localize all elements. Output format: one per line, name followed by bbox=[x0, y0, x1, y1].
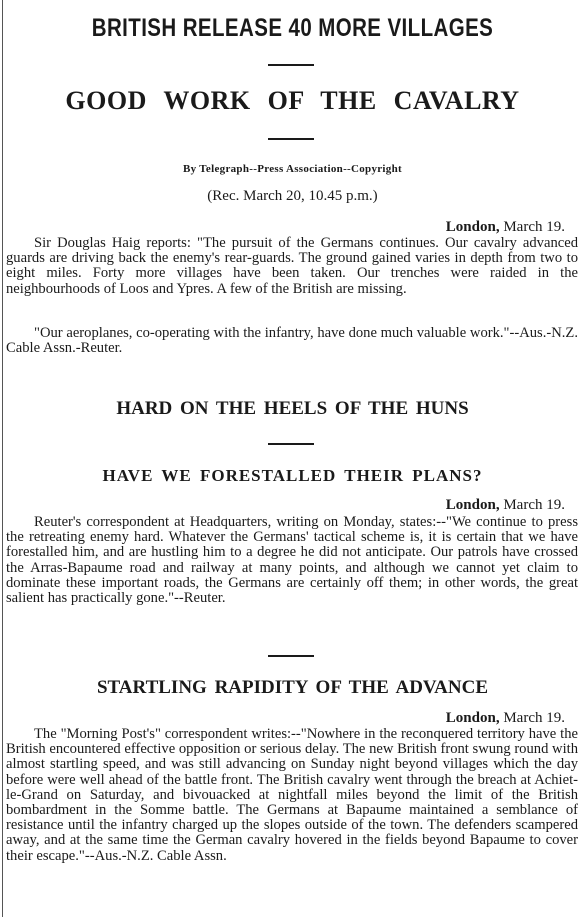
dateline-date: March 19. bbox=[503, 497, 565, 513]
article1-paragraph-2: "Our aeroplanes, co-operating with the infantry, have done much valuable work."--Aus.-N.Z. Cable Assn.-Reuter. bbox=[6, 325, 578, 357]
dateline-place: London, bbox=[445, 219, 500, 235]
section-divider-2 bbox=[268, 655, 314, 657]
wire-credit: By Telegraph--Press Association--Copyright bbox=[183, 163, 402, 175]
dateline-3 bbox=[446, 710, 565, 727]
main-headline: BRITISH RELEASE 40 MORE VILLAGES bbox=[91, 14, 494, 42]
section-headline-huns: HARD ON THE HEELS OF THE HUNS bbox=[116, 398, 469, 419]
section-subheadline-plans: HAVE WE FORESTALLED THEIR PLANS? bbox=[102, 466, 483, 485]
dateline-date: March 19. bbox=[503, 710, 565, 726]
article2-paragraph-1: Reuter's correspondent at Headquarters, writing on Monday, states:--"We continue to press the retreating enemy hard. Whatever the Germans' tactical scheme is, it is certain that we have forestalled him, and are hustling him to a degree he did not anticipate. Our patrols have crossed the Arras-Bapaume road and railway at many points, and although we cannot yet claim to dominate these important roads, the Germans are certainly off them; in other words, the great salient has practically gone."--Reuter. bbox=[6, 514, 578, 607]
article1-paragraph-1: Sir Douglas Haig reports: "The pursuit of the Germans continues. Our cavalry advanced guards are driving back the enemy's rear-guards. The ground gained varies in depth from two to eight miles. Forty more villages have been taken. Our trenches were raided in the neighbourhoods of Loos and Ypres. A few of the British are missing. bbox=[6, 235, 578, 297]
headline-divider bbox=[268, 64, 314, 66]
dateline-place: London, bbox=[445, 710, 500, 726]
column-border bbox=[2, 0, 3, 917]
received-timestamp: (Rec. March 20, 10.45 p.m.) bbox=[207, 188, 378, 204]
subhead-divider bbox=[268, 138, 314, 140]
sub-headline: GOOD WORK OF THE CAVALRY bbox=[65, 86, 520, 115]
dateline-place: London, bbox=[445, 497, 500, 513]
dateline-1 bbox=[446, 219, 565, 236]
article3-paragraph-1: The "Morning Post's" correspondent writes:--"Nowhere in the reconquered territory have the British encountered effective opposition or serious delay. The new British front swung round with almost startling speed, and was still advancing on Sunday night beyond villages which the day before were well ahead of the battle front. The British cavalry went through the breach at Achiet-le-Grand on Saturday, and bivouacked at nightfall miles beyond the limit of the British bombardment in the Somme battle. The Germans at Bapaume maintained a semblance of resistance until the infantry charged up the slopes outside of the town. The defenders scampered away, and at the same time the German cavalry hovered in the fields beyond Bapaume to cover their escape."--Aus.-N.Z. Cable Assn. bbox=[6, 726, 578, 864]
dateline-date: March 19. bbox=[503, 219, 565, 235]
section-headline-advance: STARTLING RAPIDITY OF THE ADVANCE bbox=[96, 677, 489, 698]
dateline-2 bbox=[446, 497, 565, 514]
section-divider bbox=[268, 443, 314, 445]
